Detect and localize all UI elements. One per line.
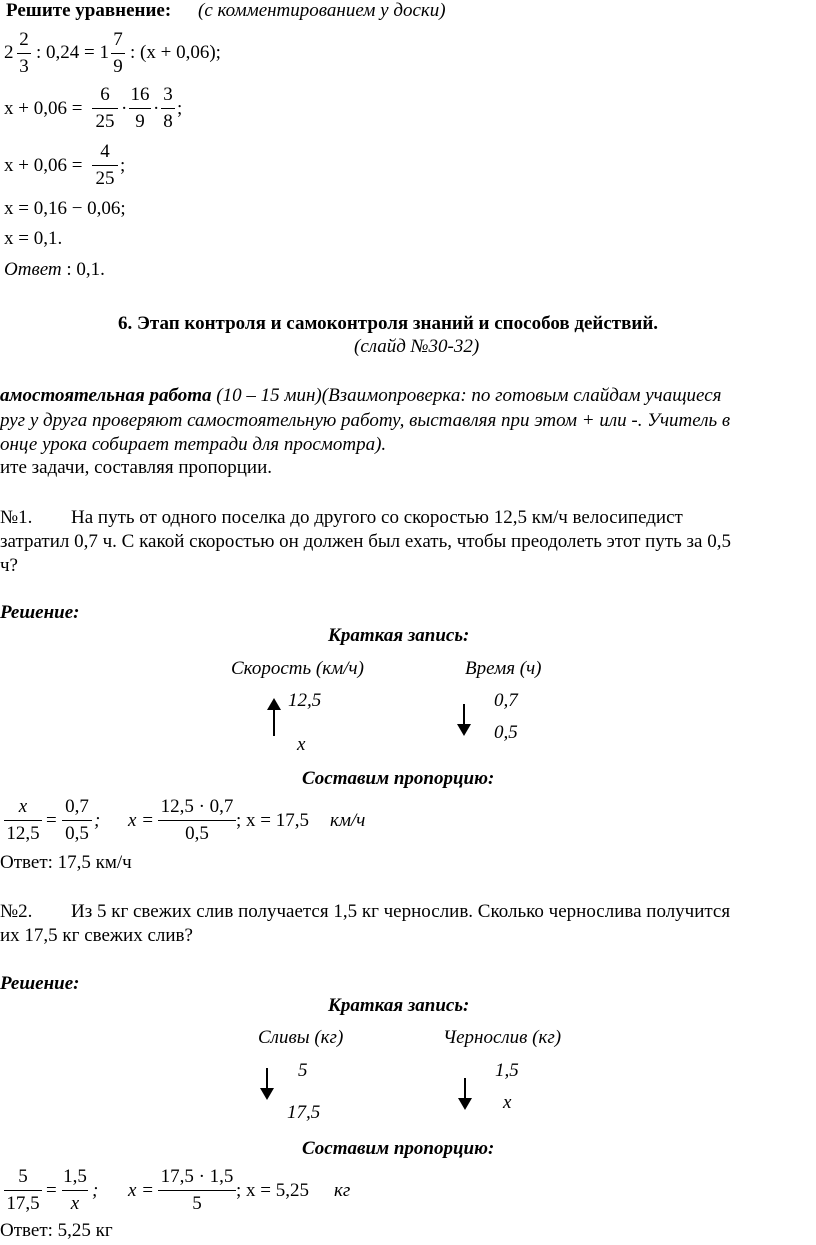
task1-short: Краткая запись: bbox=[328, 625, 470, 646]
result: ; x = 5,25 bbox=[236, 1180, 309, 1201]
task-title: Решите уравнение: bbox=[6, 0, 172, 21]
task1-col1: Скорость (км/ч) bbox=[231, 658, 364, 679]
numerator: 12,5 · 0,7 bbox=[160, 796, 234, 817]
numerator: x bbox=[18, 796, 28, 817]
task2-b2: x bbox=[503, 1092, 512, 1113]
answer-label: Ответ bbox=[4, 259, 62, 280]
numerator: 7 bbox=[113, 29, 123, 50]
task1-answer: Ответ: 17,5 км/ч bbox=[0, 852, 132, 873]
denominator: 8 bbox=[163, 111, 173, 132]
numerator: 16 bbox=[130, 84, 150, 105]
task2-col1: Сливы (кг) bbox=[258, 1027, 344, 1048]
numerator: 4 bbox=[100, 141, 110, 162]
fraction-bar bbox=[92, 108, 118, 109]
task1-text-1: На путь от одного поселка до другого со скоростью 12,5 км/ч велосипедист bbox=[71, 507, 683, 528]
fraction-bar bbox=[129, 108, 151, 109]
arrow-down-icon bbox=[266, 1068, 268, 1090]
semicolon: ; bbox=[120, 155, 126, 176]
fraction-2-3 bbox=[17, 29, 31, 78]
denominator: 17,5 bbox=[6, 1193, 40, 1214]
fraction-bar bbox=[4, 820, 42, 821]
numerator: 6 bbox=[100, 84, 110, 105]
semicolon: ; bbox=[94, 810, 101, 831]
denominator: 0,5 bbox=[65, 823, 89, 844]
expr-tail: : (x + 0,06); bbox=[130, 42, 221, 63]
task1-t1: 0,7 bbox=[494, 690, 518, 711]
intro-rest: (10 – 15 мин)(Взаимопроверка: по готовым слайдам учащиеся bbox=[216, 385, 722, 406]
denominator: 0,5 bbox=[185, 823, 209, 844]
dot: · bbox=[153, 98, 160, 119]
numerator: 1,5 bbox=[63, 1166, 87, 1187]
denominator: 25 bbox=[95, 168, 115, 189]
task1-v1: 12,5 bbox=[288, 690, 322, 711]
task2-solution: Решение: bbox=[0, 973, 80, 994]
task1-t2: 0,5 bbox=[494, 722, 518, 743]
fraction-bar bbox=[158, 1190, 236, 1191]
denominator: 9 bbox=[113, 56, 123, 77]
task2-text-2: их 17,5 кг свежих слив? bbox=[0, 925, 193, 946]
answer-value: : 0,1. bbox=[66, 259, 105, 280]
dot: · bbox=[121, 98, 128, 119]
denominator: 25 bbox=[95, 111, 115, 132]
arrow-down-icon bbox=[464, 1078, 466, 1100]
fraction-product bbox=[158, 796, 236, 845]
task2-text-1: Из 5 кг свежих слив получается 1,5 кг чернослив. Сколько чернослива получится bbox=[71, 901, 731, 922]
task1-text-2: затратил 0,7 ч. С какой скоростью он должен был ехать, чтобы преодолеть этот путь за 0,5 bbox=[0, 531, 731, 552]
equation-line-5: x = 0,1. bbox=[4, 228, 63, 249]
task-note: (с комментированием у доски) bbox=[198, 0, 446, 21]
fraction-x-12-5 bbox=[4, 796, 42, 845]
equation-line-4: x = 0,16 − 0,06; bbox=[4, 198, 126, 219]
section-heading: 6. Этап контроля и самоконтроля знаний и способов действий. bbox=[118, 313, 659, 334]
numerator: 5 bbox=[18, 1166, 28, 1187]
fraction-bar bbox=[4, 1190, 42, 1191]
task2-a1: 5 bbox=[298, 1060, 308, 1081]
fraction-bar bbox=[158, 820, 236, 821]
task1-col2: Время (ч) bbox=[465, 658, 542, 679]
section-slides: (слайд №30-32) bbox=[354, 336, 480, 357]
intro-line-3: онце урока собирает тетради для просмотра). bbox=[0, 434, 387, 455]
fraction-4-25 bbox=[92, 141, 118, 190]
fraction-7-9 bbox=[111, 29, 125, 78]
task1-solution: Решение: bbox=[0, 602, 80, 623]
equals: = bbox=[46, 1180, 57, 1201]
task2-number: №2. bbox=[0, 901, 33, 922]
expr-lhs: x + 0,06 = bbox=[4, 155, 83, 176]
task2-answer: Ответ: 5,25 кг bbox=[0, 1220, 113, 1241]
task2-b1: 1,5 bbox=[495, 1060, 519, 1081]
arrow-up-icon bbox=[273, 708, 275, 736]
semicolon: ; bbox=[177, 98, 183, 119]
fraction-bar bbox=[161, 108, 175, 109]
fraction-3-8 bbox=[161, 84, 175, 133]
equals: = bbox=[46, 810, 57, 831]
unit: кг bbox=[334, 1180, 351, 1201]
fraction-6-25 bbox=[92, 84, 118, 133]
fraction-bar bbox=[62, 820, 92, 821]
fraction-1-5-x bbox=[62, 1166, 88, 1215]
fraction-product bbox=[158, 1166, 236, 1215]
denominator: 5 bbox=[192, 1193, 202, 1214]
denominator: 9 bbox=[135, 111, 145, 132]
intro-line-2: руг у друга проверяют самостоятельную работу, выставляя при этом + или -. Учитель в bbox=[0, 410, 731, 431]
task1-number: №1. bbox=[0, 507, 33, 528]
answer-line bbox=[4, 259, 105, 281]
task2-short: Краткая запись: bbox=[328, 995, 470, 1016]
unit: км/ч bbox=[330, 810, 366, 831]
denominator: 12,5 bbox=[6, 823, 40, 844]
denominator: x bbox=[70, 1193, 80, 1214]
task2-a2: 17,5 bbox=[287, 1102, 321, 1123]
fraction-bar bbox=[92, 165, 118, 166]
fraction-5-17-5 bbox=[4, 1166, 42, 1215]
intro-line-1 bbox=[0, 385, 722, 407]
task1-text-3: ч? bbox=[0, 555, 18, 576]
fraction-bar bbox=[111, 53, 125, 54]
numerator: 2 bbox=[19, 29, 29, 50]
expr-mid: : 0,24 = 1 bbox=[36, 42, 109, 63]
fraction-0-7-0-5 bbox=[62, 796, 92, 845]
mixed-whole: 2 bbox=[4, 42, 14, 63]
result: ; x = 17,5 bbox=[236, 810, 309, 831]
numerator: 0,7 bbox=[65, 796, 89, 817]
fraction-bar bbox=[17, 53, 31, 54]
intro-line-4: ите задачи, составляя пропорции. bbox=[0, 457, 272, 478]
x-equals: x = bbox=[128, 1180, 155, 1201]
fraction-bar bbox=[62, 1190, 88, 1191]
x-equals: x = bbox=[128, 810, 155, 831]
task2-col2: Чернослив (кг) bbox=[443, 1027, 562, 1048]
task2-proportion: Составим пропорцию: bbox=[302, 1138, 495, 1159]
intro-bold: амостоятельная работа bbox=[0, 385, 212, 406]
task1-v2: x bbox=[297, 734, 306, 755]
expr-lhs: x + 0,06 = bbox=[4, 98, 83, 119]
task1-proportion: Составим пропорцию: bbox=[302, 768, 495, 789]
denominator: 3 bbox=[19, 56, 29, 77]
semicolon: ; bbox=[92, 1180, 99, 1201]
arrow-down-icon bbox=[463, 704, 465, 726]
numerator: 3 bbox=[163, 84, 173, 105]
fraction-16-9 bbox=[129, 84, 151, 133]
numerator: 17,5 · 1,5 bbox=[160, 1166, 234, 1187]
